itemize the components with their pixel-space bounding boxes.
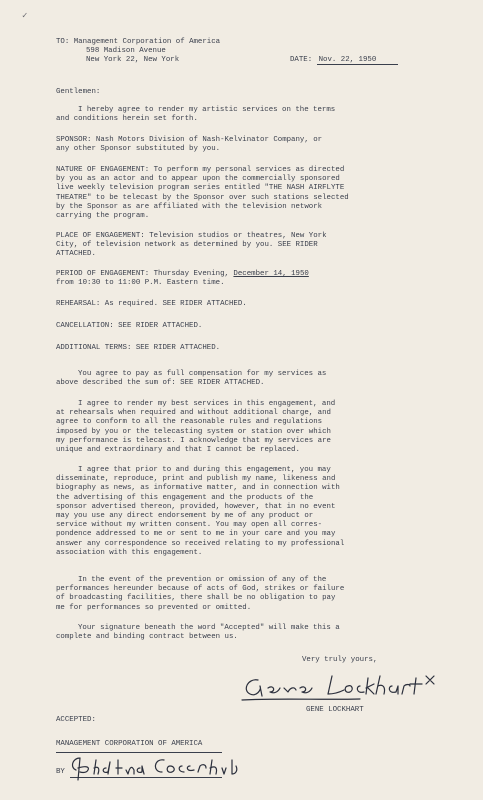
services-paragraph: I agree to render my best services in this engagement, and at rehearsals when required and without additional charge, and agree to conform to all the reasonable rules and regulations imposed by you or the telecasting system or station over which my performance is telecast. I acknowledge that my services are unique and extraordinary and that I cannot be replaced. [56,400,336,455]
prevention-paragraph: In the event of the prevention or omission of any of the performances hereunder because of acts of God, strikes or failure of broadcasting facilities, there shall be no obligation to pay me for performances so prevented or omitted. [56,576,345,612]
date-value: Nov. 22, 1950 [317,56,399,65]
engagement-clause: NATURE OF ENGAGEMENT: To perform my personal services as directed by you as an actor and to appear upon the commercially sponsored live weekly television program series entitled "THE NASH AIRFLYTE THEATRE" to be telecast by the Sponsor over such stations selected by the Sponsor as are affiliated with the television network carrying the program. [56,166,349,221]
period-date: December 14, 1950 [233,270,309,278]
cancellation-clause: CANCELLATION: SEE RIDER ATTACHED. [56,322,203,330]
period-prefix: PERIOD OF ENGAGEMENT: Thursday Evening, [56,270,229,278]
date-field [290,56,398,65]
signer-name: GENE LOCKHART [306,706,364,714]
company-line [56,752,222,753]
gene-lockhart-signature [240,672,450,706]
by-label: BY [56,768,65,776]
to-label: TO: [56,38,70,46]
accepted-company: MANAGEMENT CORPORATION OF AMERICA [56,740,203,748]
period-time: from 10:30 to 11:00 P.M. Eastern time. [56,279,225,288]
to-line-2: 598 Madison Avenue [86,47,166,56]
place-clause: PLACE OF ENGAGEMENT: Television studios or theatres, New York City, of television network as determined by you. SEE RIDER ATTACHED. [56,232,327,259]
agent-signature [66,754,266,784]
check-mark-icon: ✓ [22,11,28,21]
compensation-paragraph: You agree to pay as full compensation for my services as above described the sum of: SEE RIDER ATTACHED. [56,370,327,388]
intro-paragraph: I hereby agree to render my artistic services on the terms and conditions herein set forth. [56,106,336,124]
to-line-1: Management Corporation of America [73,38,221,46]
date-label: DATE: [290,56,313,64]
rehearsal-clause: REHEARSAL: As required. SEE RIDER ATTACHED. [56,300,247,308]
salutation: Gentlemen: [56,88,101,96]
accepted-label: ACCEPTED: [56,716,96,724]
sponsor-clause: SPONSOR: Nash Motors Division of Nash-Kelvinator Company, or any other Sponsor substituted by you. [56,136,323,154]
to-line-3: New York 22, New York [86,56,180,65]
signature-note-paragraph: Your signature beneath the word "Accepted" will make this a complete and binding contract between us. [56,624,340,642]
publicity-paragraph: I agree that prior to and during this engagement, you may disseminate, reproduce, print and publish my name, likeness and biography as news, as informative matter, and in connection with the advertising of this engagement and the products of the sponsor advertised thereon, provided, however, that in no event may you use any direct endorsement by me of any product or service without my written consent. You may open all corres- pondence addressed to me or sent to me in your care and you may answer any correspondence so received relating to my professional association with this engagement. [56,466,345,557]
period-clause [56,270,456,288]
closing: Very truly yours, [302,656,378,664]
additional-terms-clause: ADDITIONAL TERMS: SEE RIDER ATTACHED. [56,344,221,352]
